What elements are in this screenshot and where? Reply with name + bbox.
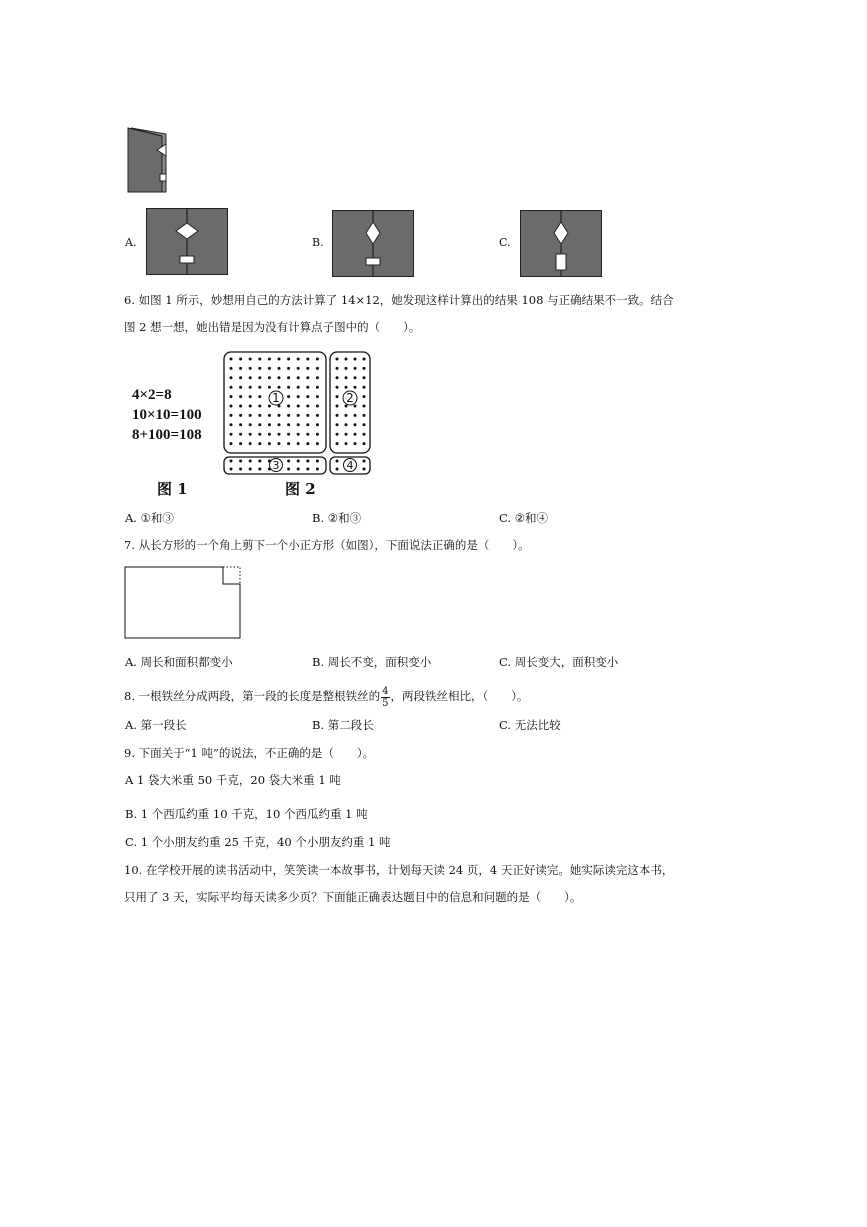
region-label-1 — [269, 391, 283, 405]
fig1-formula-3: 8+100=108 — [132, 427, 202, 443]
region-label-2 — [343, 391, 357, 405]
q10-stem-line2: 只用了 3 天，实际平均每天读多少页？下面能正确表达题目中的信息和问题的是（ ）。 — [124, 890, 582, 904]
q9-option-c[interactable]: C. 1 个小朋友约重 25 千克，40 个小朋友约重 1 吨 — [125, 835, 391, 849]
option-c-figure[interactable] — [520, 210, 602, 277]
q7-option-b[interactable]: B. 周长不变，面积变小 — [312, 655, 432, 669]
option-a-label[interactable]: A. — [125, 236, 137, 249]
q7-stem: 7. 从长方形的一个角上剪下一个小正方形（如图），下面说法正确的是（ ）。 — [124, 538, 530, 552]
q8-stem — [124, 684, 529, 709]
q8-fraction-numerator: 4 — [382, 685, 389, 697]
svg-text:2: 2 — [346, 391, 354, 405]
q8-fraction-denominator: 5 — [382, 697, 389, 709]
q7-option-c[interactable]: C. 周长变大，面积变小 — [499, 655, 619, 669]
svg-text:4: 4 — [346, 459, 354, 472]
q9-option-a[interactable]: A 1 袋大米重 50 千克，20 袋大米重 1 吨 — [125, 773, 341, 787]
q6-stem-line1: 6. 如图 1 所示，妙想用自己的方法计算了 14×12，她发现这样计算出的结果 108 与正确结果不一致。结合 — [124, 293, 674, 307]
fig1-label: 图 1 — [157, 480, 188, 498]
q7-option-a[interactable]: A. 周长和面积都变小 — [125, 655, 233, 669]
q8-fraction — [381, 686, 389, 709]
option-b-figure[interactable] — [332, 210, 414, 277]
q8-option-c[interactable]: C. 无法比较 — [499, 718, 561, 732]
q8-option-a[interactable]: A. 第一段长 — [125, 718, 187, 732]
dot-grid-figure — [222, 350, 374, 477]
q6-stem-line2: 图 2 想一想，她出错是因为没有计算点子图中的（ ）。 — [124, 320, 421, 334]
option-c-label[interactable]: C. — [499, 236, 511, 249]
fig1-formula-1: 4×2=8 — [132, 387, 172, 403]
fig2-label: 图 2 — [285, 480, 316, 498]
fig1-formula-2: 10×10=100 — [132, 407, 202, 423]
option-b-label[interactable]: B. — [312, 236, 324, 249]
svg-text:1: 1 — [272, 391, 280, 405]
q6-option-a[interactable]: A. ①和③ — [125, 511, 174, 525]
q8-stem-before: 8. 一根铁丝分成两段，第一段的长度是整根铁丝的 — [124, 689, 381, 703]
q8-stem-after: ，两段铁丝相比，（ ）。 — [390, 689, 529, 703]
q6-option-c[interactable]: C. ②和④ — [499, 511, 549, 525]
q6-option-b[interactable]: B. ②和③ — [312, 511, 362, 525]
option-a-figure[interactable] — [146, 208, 228, 275]
q9-option-b[interactable]: B. 1 个西瓜约重 10 千克，10 个西瓜约重 1 吨 — [125, 807, 368, 821]
region-label-3 — [270, 459, 283, 473]
rectangle-cut-corner-figure — [124, 564, 242, 640]
svg-text:3: 3 — [272, 459, 280, 472]
q8-option-b[interactable]: B. 第二段长 — [312, 718, 374, 732]
folded-paper-figure — [126, 126, 168, 194]
q10-stem-line1: 10. 在学校开展的读书活动中，笑笑读一本故事书，计划每天读 24 页，4 天正好读完。她实际读完这本书， — [124, 863, 674, 877]
region-label-4 — [344, 459, 357, 473]
q9-stem: 9. 下面关于“1 吨”的说法，不正确的是（ ）。 — [124, 746, 375, 760]
